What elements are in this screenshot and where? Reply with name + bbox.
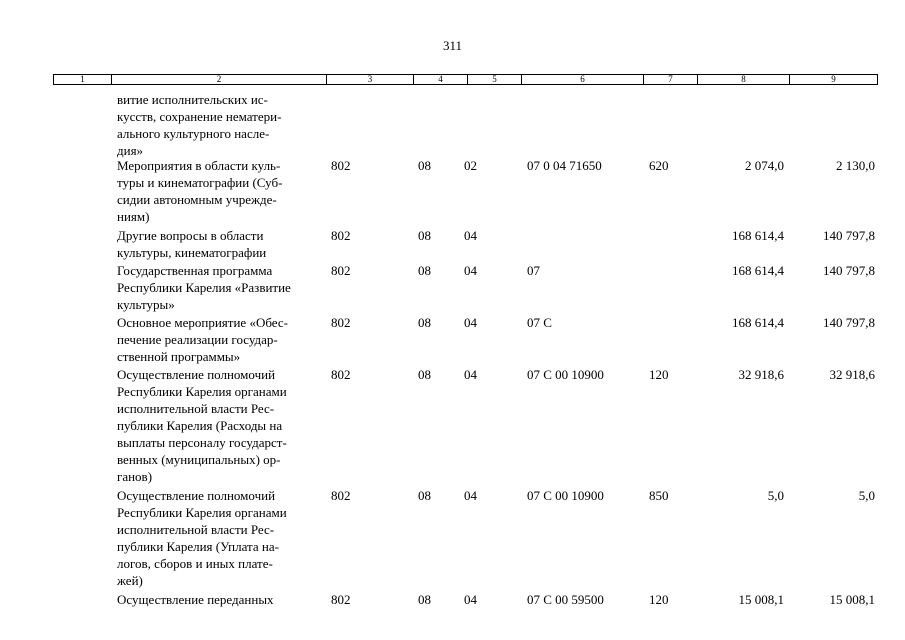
row-4-col-3: 802 <box>331 263 351 278</box>
column-header-3: 3 <box>327 75 414 84</box>
row-7-description <box>117 487 325 589</box>
description-line: публики Карелия (Уплата на- <box>117 539 279 554</box>
description-line: сидии автономным учрежде- <box>117 192 277 207</box>
row-5-col-3: 802 <box>331 315 351 330</box>
row-4-col-8: 168 614,4 <box>732 263 784 278</box>
column-header-4: 4 <box>414 75 468 84</box>
row-4-col-6: 07 <box>527 263 540 278</box>
row-8-col-5: 04 <box>464 592 477 607</box>
description-line: Республики Карелия органами <box>117 384 287 399</box>
column-header-7: 7 <box>644 75 698 84</box>
row-5-col-5: 04 <box>464 315 477 330</box>
row-3-col-8: 168 614,4 <box>732 228 784 243</box>
row-6-col-5: 04 <box>464 367 477 382</box>
column-header-6: 6 <box>522 75 644 84</box>
description-line: Другие вопросы в области <box>117 228 264 243</box>
row-7-col-6: 07 С 00 10900 <box>527 488 604 503</box>
description-line: витие исполнительских ис- <box>117 92 268 107</box>
description-line: Основное мероприятие «Обес- <box>117 315 288 330</box>
row-7-col-9: 5,0 <box>858 488 875 503</box>
row-7-col-4: 08 <box>418 488 431 503</box>
description-line: ганов) <box>117 469 153 484</box>
description-line: ниям) <box>117 209 150 224</box>
table-header-row <box>53 74 878 85</box>
row-1-description <box>117 91 325 159</box>
description-line: Государственная программа <box>117 263 273 278</box>
row-3-col-4: 08 <box>418 228 431 243</box>
row-7-col-5: 04 <box>464 488 477 503</box>
row-5-description <box>117 314 325 365</box>
row-2-col-8: 2 074,0 <box>745 158 784 173</box>
row-8-col-6: 07 С 00 59500 <box>527 592 604 607</box>
column-header-5: 5 <box>468 75 522 84</box>
row-8-description <box>117 591 325 608</box>
row-8-col-9: 15 008,1 <box>829 592 875 607</box>
description-line: культуры» <box>117 297 175 312</box>
row-2-col-4: 08 <box>418 158 431 173</box>
row-6-col-8: 32 918,6 <box>738 367 784 382</box>
row-2-col-6: 07 0 04 71650 <box>527 158 602 173</box>
row-4-col-9: 140 797,8 <box>823 263 875 278</box>
row-8-col-3: 802 <box>331 592 351 607</box>
row-6-col-6: 07 С 00 10900 <box>527 367 604 382</box>
description-line: дия» <box>117 143 144 158</box>
row-5-col-8: 168 614,4 <box>732 315 784 330</box>
row-2-description <box>117 157 325 225</box>
row-7-col-3: 802 <box>331 488 351 503</box>
row-8-col-8: 15 008,1 <box>738 592 784 607</box>
row-2-col-5: 02 <box>464 158 477 173</box>
row-4-col-4: 08 <box>418 263 431 278</box>
row-7-col-8: 5,0 <box>767 488 784 503</box>
row-5-col-9: 140 797,8 <box>823 315 875 330</box>
column-header-2: 2 <box>112 75 327 84</box>
row-3-col-5: 04 <box>464 228 477 243</box>
description-line: ственной программы» <box>117 349 241 364</box>
row-5-col-6: 07 С <box>527 315 552 330</box>
description-line: Республики Карелия «Развитие <box>117 280 291 295</box>
description-line: Осуществление полномочий <box>117 367 276 382</box>
description-line: логов, сборов и иных плате- <box>117 556 273 571</box>
row-6-description <box>117 366 325 485</box>
description-line: туры и кинематографии (Суб- <box>117 175 283 190</box>
row-2-col-3: 802 <box>331 158 351 173</box>
description-line: культуры, кинематографии <box>117 245 267 260</box>
row-4-col-5: 04 <box>464 263 477 278</box>
description-line: ального культурного насле- <box>117 126 270 141</box>
row-4-description <box>117 262 325 313</box>
description-line: венных (муниципальных) ор- <box>117 452 281 467</box>
row-6-col-3: 802 <box>331 367 351 382</box>
row-3-col-9: 140 797,8 <box>823 228 875 243</box>
row-6-col-4: 08 <box>418 367 431 382</box>
column-header-8: 8 <box>698 75 790 84</box>
column-header-9: 9 <box>831 74 836 84</box>
row-7-col-7: 850 <box>649 488 669 503</box>
row-6-col-7: 120 <box>649 367 669 382</box>
description-line: Осуществление полномочий <box>117 488 276 503</box>
row-8-col-4: 08 <box>418 592 431 607</box>
row-3-col-3: 802 <box>331 228 351 243</box>
description-line: Осуществление переданных <box>117 592 274 607</box>
description-line: исполнительной власти Рес- <box>117 401 275 416</box>
column-header-1: 1 <box>54 75 112 84</box>
row-2-col-9: 2 130,0 <box>836 158 875 173</box>
row-8-col-7: 120 <box>649 592 669 607</box>
page-number: 311 <box>442 38 463 53</box>
row-6-col-9: 32 918,6 <box>829 367 875 382</box>
description-line: Мероприятия в области куль- <box>117 158 281 173</box>
description-line: кусств, сохранение нематери- <box>117 109 282 124</box>
description-line: Республики Карелия органами <box>117 505 287 520</box>
description-line: публики Карелия (Расходы на <box>117 418 283 433</box>
description-line: исполнительной власти Рес- <box>117 522 275 537</box>
row-2-col-7: 620 <box>649 158 669 173</box>
description-line: жей) <box>117 573 143 588</box>
description-line: печение реализации государ- <box>117 332 278 347</box>
description-line: выплаты персоналу государст- <box>117 435 287 450</box>
row-3-description <box>117 227 325 261</box>
row-5-col-4: 08 <box>418 315 431 330</box>
